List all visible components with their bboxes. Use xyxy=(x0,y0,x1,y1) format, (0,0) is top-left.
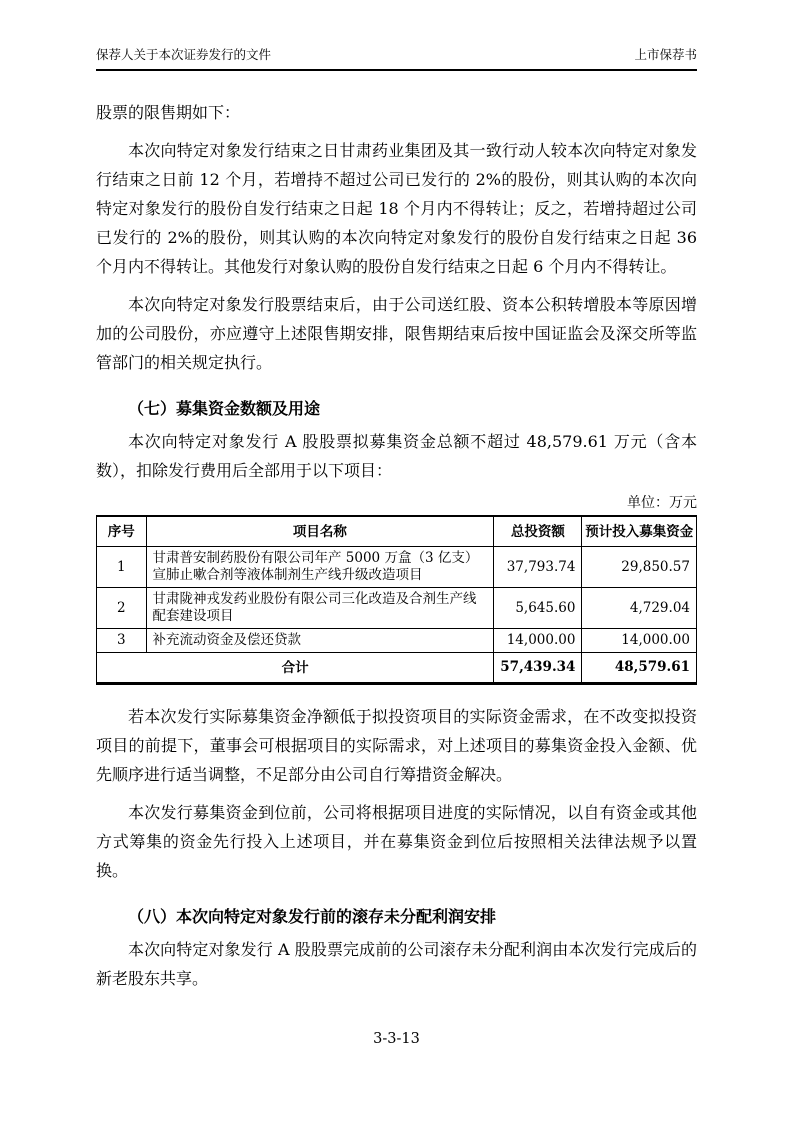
row-raised-funds: 4,729.04 xyxy=(582,588,697,629)
paragraph-fund-adjust: 若本次发行实际募集资金净额低于拟投资项目的实际资金需求，在不改变拟投资项目的前提下，董事会可根据项目的实际需求，对上述项目的募集资金投入金额、优先顺序进行适当调整，不足部分由公司自行筹措资金解决。 xyxy=(96,707,697,784)
running-header xyxy=(96,0,697,71)
header-right-title: 上市保荐书 xyxy=(634,47,697,62)
table-row xyxy=(97,588,697,629)
section-8-heading: （八）本次向特定对象发行前的滚存未分配利润安排 xyxy=(128,909,497,926)
row-raised-funds: 14,000.00 xyxy=(582,629,697,653)
paragraph-intro-line: 股票的限售期如下： xyxy=(96,103,241,122)
total-raised-sum: 48,579.61 xyxy=(582,653,697,684)
column-header-no: 序号 xyxy=(97,516,147,547)
row-project-name: 甘肃普安制药股份有限公司年产 5000 万盒（3 亿支）宣肺止嗽合剂等液体制剂生产线升级改造项目 xyxy=(146,547,494,588)
fundraising-projects-table xyxy=(96,515,697,685)
row-total-investment: 5,645.60 xyxy=(494,588,582,629)
header-left-title: 保荐人关于本次证券发行的文件 xyxy=(96,47,272,62)
table-total-row xyxy=(97,653,697,684)
table-row xyxy=(97,547,697,588)
page-number: 3-3-13 xyxy=(373,1031,420,1047)
section-7-heading: （七）募集资金数额及用途 xyxy=(128,401,321,418)
column-header-raised: 预计投入募集资金 xyxy=(582,516,697,547)
table-unit-label: 单位：万元 xyxy=(627,495,697,511)
total-label: 合计 xyxy=(97,653,494,684)
paragraph-lockup-detail: 本次向特定对象发行结束之日甘肃药业集团及其一致行动人较本次向特定对象发行结束之日前 12 个月，若增持不超过公司已发行的 2%的股份，则其认购的本次向特定对象发行的股份自发行结束之日起 18 个月内不得转让；反之，若增持超过公司已发行的 2%的股份，则其认购的本次向特定对象发行的股份自发行结束之日起 36 个月内不得转让。其他发行对象认购的股份自发行结束之日起 6 个月内不得转让。 xyxy=(96,141,697,276)
total-investment-sum: 57,439.34 xyxy=(494,653,582,684)
paragraph-fund-advance: 本次发行募集资金到位前，公司将根据项目进度的实际情况，以自有资金或其他方式筹集的资金先行投入上述项目，并在募集资金到位后按照相关法律法规予以置换。 xyxy=(96,803,697,880)
table-header-row xyxy=(97,516,697,547)
row-total-investment: 37,793.74 xyxy=(494,547,582,588)
column-header-total: 总投资额 xyxy=(494,516,582,547)
paragraph-fund-intro: 本次向特定对象发行 A 股股票拟募集资金总额不超过 48,579.61 万元（含本数），扣除发行费用后全部用于以下项目： xyxy=(96,432,697,480)
row-no: 1 xyxy=(97,547,147,588)
paragraph-retained-profit: 本次向特定对象发行 A 股股票完成前的公司滚存未分配利润由本次发行完成后的新老股东共享。 xyxy=(96,940,697,988)
row-project-name: 甘肃陇神戎发药业股份有限公司三化改造及合剂生产线配套建设项目 xyxy=(146,588,494,629)
table-row xyxy=(97,629,697,653)
row-no: 3 xyxy=(97,629,147,653)
row-total-investment: 14,000.00 xyxy=(494,629,582,653)
row-raised-funds: 29,850.57 xyxy=(582,547,697,588)
row-project-name: 补充流动资金及偿还贷款 xyxy=(146,629,494,653)
column-header-name: 项目名称 xyxy=(146,516,494,547)
row-no: 2 xyxy=(97,588,147,629)
paragraph-lockup-policy: 本次向特定对象发行股票结束后，由于公司送红股、资本公积转增股本等原因增加的公司股份，亦应遵守上述限售期安排，限售期结束后按中国证监会及深交所等监管部门的相关规定执行。 xyxy=(96,295,697,372)
